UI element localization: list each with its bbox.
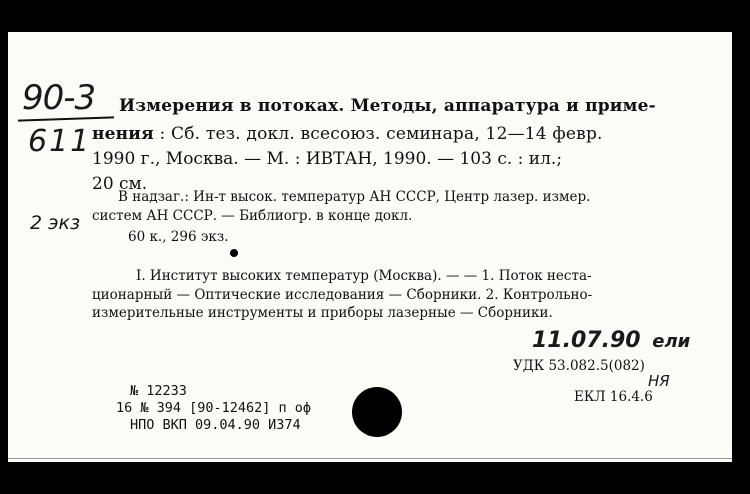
shelfmark-bottom: 611 (28, 124, 92, 159)
note-line-1: В надзаг.: Ин-т высок. температур АН СССР, Центр лазер. измер. (118, 189, 591, 205)
subject-line-3: измерительные инструменты и приборы лазерные — Сборники. (92, 305, 553, 321)
ekl-code: ЕКЛ 16.4.6 (574, 389, 653, 405)
margin-note: 2 экз (30, 212, 81, 234)
npo-line: НПО ВКП 09.04.90 И374 (130, 417, 301, 433)
ekl-note: НЯ (648, 372, 670, 390)
print-line: 16 № 394 [90-12462] п оф (116, 400, 312, 416)
date-stamp-value: 11.07.90 (532, 328, 641, 353)
publication-line: 1990 г., Москва. — М. : ИВТАН, 1990. — 103 с. : ил.; (92, 149, 563, 169)
catalog-card (8, 32, 732, 462)
title-bold-cont: нения (92, 124, 154, 144)
shelfmark-top: 90-3 (22, 78, 96, 118)
card-number: № 12233 (130, 383, 187, 399)
note-line-2: систем АН СССР. — Библиогр. в конце докл. (92, 208, 413, 224)
subject-line-1: I. Институт высоких температур (Москва). — — 1. Поток неста- (136, 268, 592, 284)
title-line-2 (92, 124, 603, 144)
date-initials: ели (652, 331, 691, 352)
title-line-1 (119, 96, 656, 116)
bottom-edge-rule (8, 458, 732, 459)
price-line: 60 к., 296 экз. (128, 229, 229, 245)
title-rest: : Сб. тез. докл. всесоюз. семинара, 12—14 февр. (153, 124, 603, 144)
udk-code: УДК 53.082.5(082) (513, 358, 645, 374)
subject-line-2: ционарный — Оптические исследования — Сборники. 2. Контрольно- (92, 287, 593, 303)
punch-hole (352, 387, 402, 437)
size-line: 20 см. (92, 174, 148, 194)
date-stamp (532, 328, 690, 353)
ink-dot-small (230, 249, 238, 257)
title-bold: Измерения в потоках. Методы, аппаратура и приме- (119, 96, 656, 116)
